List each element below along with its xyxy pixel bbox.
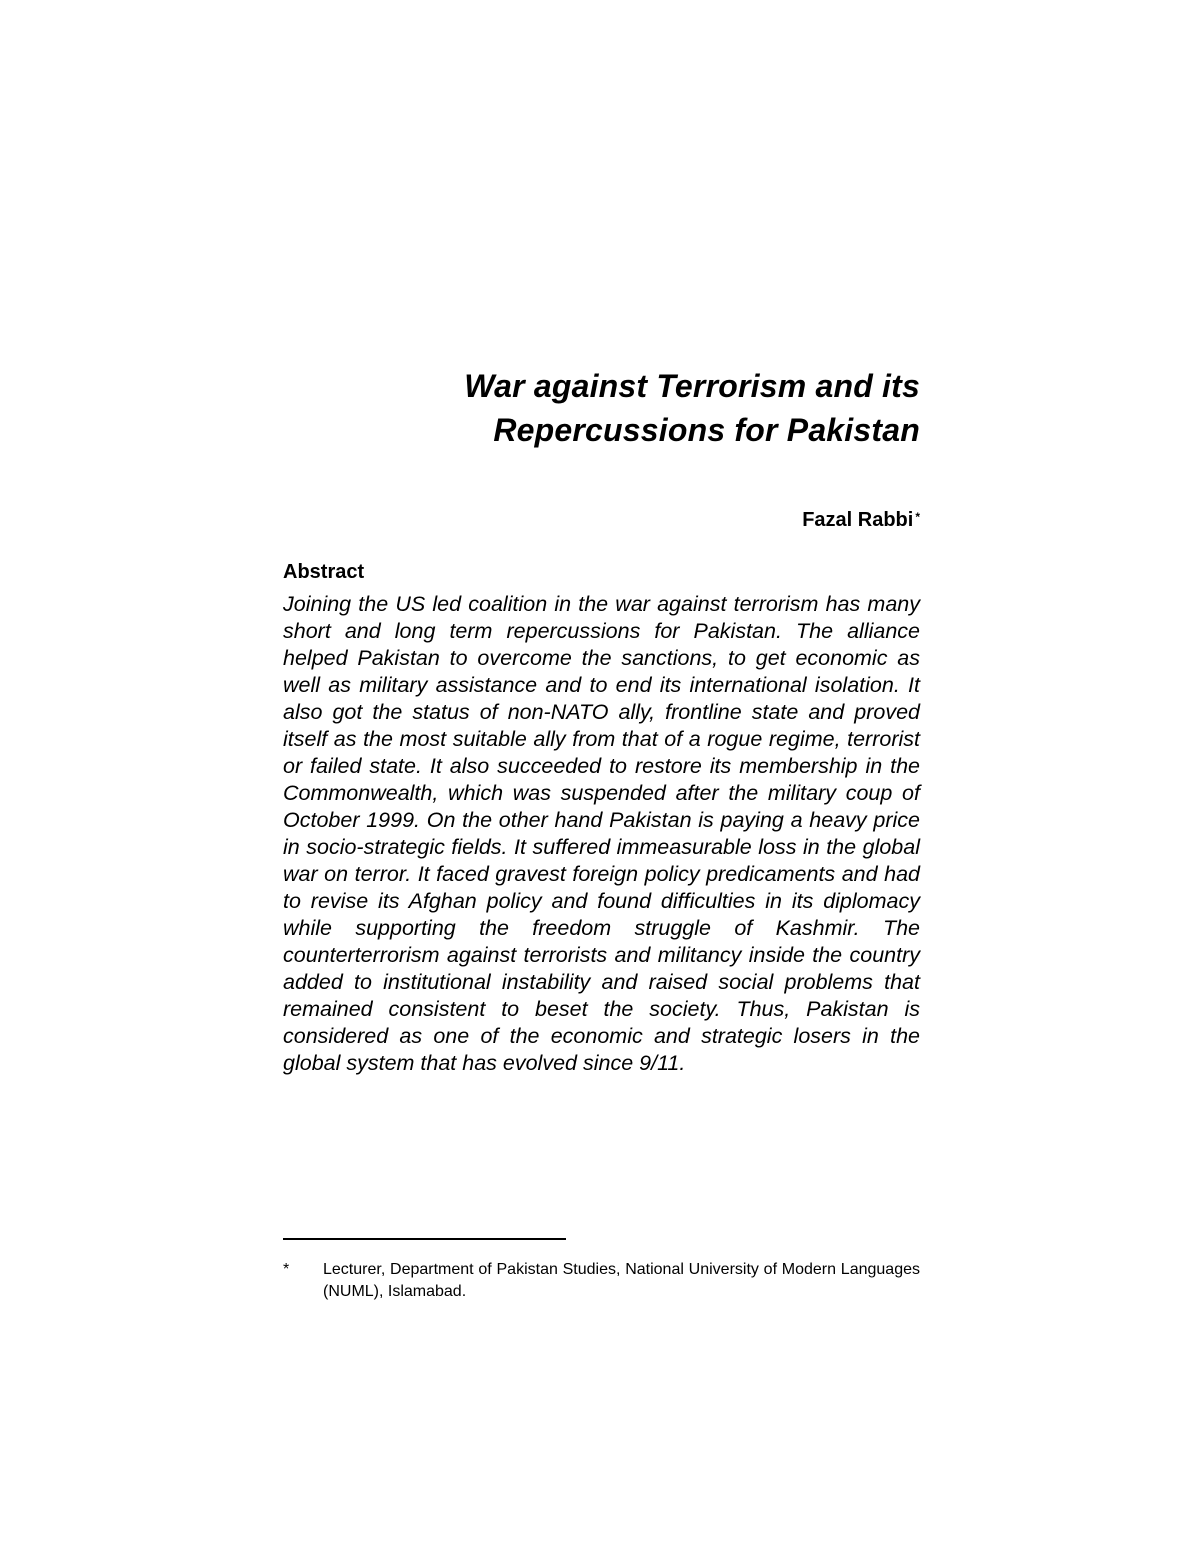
paper-title — [283, 364, 920, 452]
abstract-body: Joining the US led coalition in the war against terrorism has many short and long term repercussions for Pakistan. The alliance helped Pakistan to overcome the sanctions, to get economic as well as military assistance and to end its international isolation. It also got the status of non-NATO ally, frontline state and proved itself as the most suitable ally from that of a rogue regime, terrorist or failed state. It also succeeded to restore its membership in the Commonwealth, which was suspended after the military coup of October 1999. On the other hand Pakistan is paying a heavy price in socio-strategic fields. It suffered immeasurable loss in the global war on terror. It faced gravest foreign policy predicaments and had to revise its Afghan policy and found difficulties in its diplomacy while supporting the freedom struggle of Kashmir. The counterterrorism against terrorists and militancy inside the country added to institutional instability and raised social problems that remained consistent to beset the society. Thus, Pakistan is considered as one of the economic and strategic losers in the global system that has evolved since 9/11. — [283, 592, 920, 1075]
footnote-divider — [283, 1238, 566, 1240]
author-text: Fazal Rabbi — [802, 509, 914, 531]
title-line-2: Repercussions for Pakistan — [493, 412, 920, 448]
title-line-1: War against Terrorism and its — [464, 368, 920, 404]
abstract-heading: Abstract — [283, 561, 365, 583]
footnote-marker: * — [283, 1261, 290, 1278]
footnote — [283, 1259, 920, 1303]
footnote-text: Lecturer, Department of Pakistan Studies, National University of Modern Languages (NUML), Islamabad. — [323, 1261, 920, 1300]
author-footnote-marker: * — [915, 510, 920, 524]
author-name — [283, 506, 920, 534]
